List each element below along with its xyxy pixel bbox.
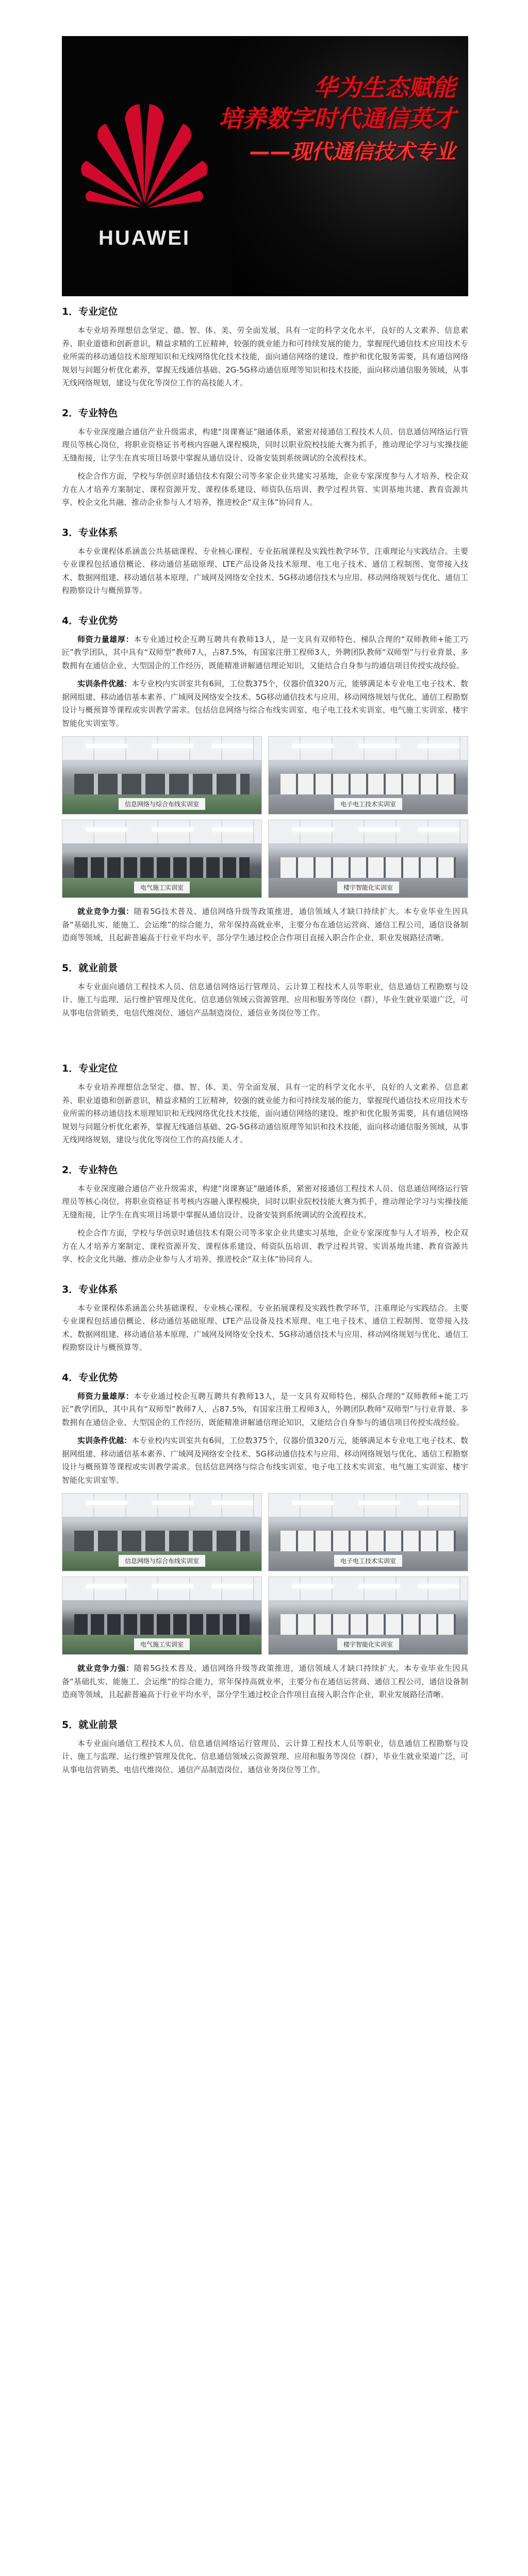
section-paragraph: 校企合作方面，学校与华创京时通信技术有限公司等多家企业共建实习基地，企业专家深度参与人才培养，校企双方在人才培养方案制定、课程资源开发、课程体系建设、师资队伍培训、教学过程共管、实训基地共建、教育资源共享、校企文化共融、推动企业参与人才培养，推进校企“双主体”协同育人。 bbox=[62, 1228, 468, 1264]
section-paragraph: 本专业深度融合通信产业升级需求，构建“岗课赛证”融通体系，紧密对接通信工程技术人员、信息通信网络运行管理员等核心岗位，将职业资格证书考核内容融入课程模块，同时以职业院校技能大赛为抓手，推动理论学习与实操技能无缝衔接，让学生在真实项目场景中掌握从通信设计、设备安装到系统调试的全流程技术。 bbox=[62, 427, 468, 463]
photo-ceiling bbox=[62, 737, 261, 760]
section-heading: 5．就业前景 bbox=[62, 1719, 118, 1731]
photo-caption: 电子电工技术实训室 bbox=[334, 798, 402, 810]
photo-lamp bbox=[212, 1584, 253, 1588]
lab-photo bbox=[268, 1577, 468, 1655]
photo-lamp bbox=[86, 827, 127, 832]
photo-lamp bbox=[418, 827, 459, 832]
employment-paragraph-text: 随着5G技术普及、通信网络升级等政策推进，通信领域人才缺口持续扩大。本专业毕业生因具备“基础扎实、能施工、会运维”的综合能力，常年保持高就业率，主要分布在通信运营商、通信工程公司，通信设备制造商等领域，且起薪普遍高于行业平均水平，部分学生通过校企合作项目直接入职合作企业，职业发展路径清晰。 bbox=[62, 1664, 468, 1699]
huawei-logo bbox=[67, 98, 222, 263]
huawei-flower-icon bbox=[77, 98, 211, 222]
photo-workbenches bbox=[74, 1531, 250, 1551]
section-heading: 1．专业定位 bbox=[62, 1063, 118, 1074]
photo-lamp bbox=[86, 744, 127, 748]
faculty-paragraph-lead: 师资力量雄厚： bbox=[77, 634, 134, 644]
photo-lamp bbox=[212, 827, 253, 832]
section-paragraph: 本专业深度融合通信产业升级需求，构建“岗课赛证”融通体系，紧密对接通信工程技术人员、信息通信网络运行管理员等核心岗位，将职业资格证书考核内容融入课程模块，同时以职业院校技能大赛为抓手，推动理论学习与实操技能无缝衔接，让学生在真实项目场景中掌握从通信设计、设备安装到系统调试的全流程技术。 bbox=[62, 1183, 468, 1219]
section-positioning bbox=[62, 1061, 468, 1147]
section-paragraph: 本专业课程体系涵盖公共基础课程、专业核心课程、专业拓展课程及实践性教学环节，注重理论与实践结合。主要专业课程包括通信概论、移动通信基础原理、LTE产品设备及技术原理、电工电子技术、通信工程制图、宽带接入技术、数据网组建、移动通信基本原理、广域网及网络安全技术、5G移动通信技术与应用、移动网络规划与优化、通信工程勘察设计与概预算等。 bbox=[62, 546, 468, 595]
article-content bbox=[62, 304, 468, 1792]
banner-title-line3: ——现代通信技术专业 bbox=[250, 140, 456, 164]
lab-photo bbox=[62, 820, 262, 898]
photo-lamp bbox=[292, 827, 334, 832]
lab-photo bbox=[268, 1493, 468, 1571]
photo-ceiling bbox=[62, 1494, 261, 1517]
lab-photo bbox=[62, 1493, 262, 1571]
section-heading: 4．专业优势 bbox=[62, 1371, 118, 1383]
photo-lamp bbox=[152, 1501, 193, 1505]
photo-caption: 信息网络与综合布线实训室 bbox=[119, 798, 205, 810]
photo-lamp bbox=[418, 1501, 459, 1505]
photo-ceiling bbox=[62, 1577, 261, 1600]
section-advantages bbox=[62, 1370, 468, 1702]
faculty-paragraph bbox=[62, 633, 468, 673]
section-paragraph: 本专业培养理想信念坚定、德、智、体、美、劳全面发展，具有一定的科学文化水平，良好的人文素养、信息素养、职业道德和创新意识，精益求精的工匠精神，较强的就业能力和可持续发展的能力，掌握现代通信技术应用技术专业所需的移动通信技术原理知识和无线网络优化技术技能，面向通信网络的建设、维护和优化服务需要，具有通信网络规划与问题分析优化素养，掌握无线通信基础、2G-5G移动通信原理等知识和技术技能，面向移动通信服务领域，从事无线网络规划，建设与优化等岗位工作的高技能人才。 bbox=[62, 1082, 468, 1144]
section-advantages bbox=[62, 613, 468, 945]
lab-photo bbox=[62, 1577, 262, 1655]
section-heading: 5．就业前景 bbox=[62, 962, 118, 974]
photo-workbenches bbox=[280, 774, 456, 794]
facilities-paragraph-text: 本专业校内实训室共有6间，工位数375个，仪器价值320万元，能够满足本专业电工电子技术、数据网组建、移动通信基本素养、广域网及网络安全技术、5G移动通信技术与应用、移动网络规划与优化、通信工程勘察设计与概预算等课程或实训教学需求。包括信息网络与综合布线实训室、电子电工技术实训室、电气施工实训室、楼宇智能化实训室等。 bbox=[62, 679, 468, 728]
photo-ceiling bbox=[269, 1494, 468, 1517]
section-system bbox=[62, 525, 468, 598]
employment-paragraph bbox=[62, 905, 468, 945]
banner-title-line2: 培养数字时代通信英才 bbox=[219, 105, 456, 132]
photo-workbenches bbox=[280, 857, 456, 878]
employment-paragraph-lead: 就业竞争力强： bbox=[77, 1664, 134, 1673]
photo-workbenches bbox=[280, 1531, 456, 1551]
section-heading: 2．专业特色 bbox=[62, 407, 118, 419]
photo-lamp bbox=[152, 827, 193, 832]
banner-title-line1: 华为生态赋能 bbox=[314, 74, 456, 101]
section-system bbox=[62, 1282, 468, 1354]
photo-caption: 电气施工实训室 bbox=[134, 1638, 190, 1650]
section-paragraph: 本专业培养理想信念坚定、德、智、体、美、劳全面发展，具有一定的科学文化水平，良好的人文素养、信息素养、职业道德和创新意识，精益求精的工匠精神，较强的就业能力和可持续发展的能力，掌握现代通信技术应用技术专业所需的移动通信技术原理知识和无线网络优化技术技能，面向通信网络的建设、维护和优化服务需要，具有通信网络规划与问题分析优化素养，掌握无线通信基础、2G-5G移动通信原理等知识和技术技能，面向移动通信服务领域，从事无线网络规划，建设与优化等岗位工作的高技能人才。 bbox=[62, 326, 468, 387]
section-paragraph: 本专业面向通信工程技术人员、信息通信网络运行管理员、云计算工程技术人员等职业，信息通信工程勘察与设计、施工与监理、运行维护管理及优化、信息通信领域云资源管理、应用和服务等岗位（群），毕业生就业渠道广泛，可从事电信营销类、电信代维岗位、通信产品制造岗位、通信业务岗位等工作。 bbox=[62, 1738, 468, 1774]
photo-caption: 信息网络与综合布线实训室 bbox=[119, 1555, 205, 1567]
section-heading: 3．专业体系 bbox=[62, 527, 118, 538]
banner bbox=[62, 36, 468, 296]
faculty-paragraph-text: 本专业通过校企互聘互聘共有教师13人，是一支具有双师特色、梯队合理的“双师教师+能工巧匠”教学团队，其中具有“双师型”教师7人，占87.5%，有国家注册工程师3人，外聘团队教师“双师型”与行业背景、多数拥有在通信企业、大型国企的工作经历，既能精准讲解通信理论知识，又能结合自身参与的通信项目传授实战经验。 bbox=[62, 634, 468, 670]
section-paragraph: 本专业面向通信工程技术人员、信息通信网络运行管理员、云计算工程技术人员等职业，信息通信工程勘察与设计、施工与监理、运行维护管理及优化、信息通信领域云资源管理、应用和服务等岗位（群），毕业生就业渠道广泛，可从事电信营销类、电信代维岗位、通信产品制造岗位、通信业务岗位等工作。 bbox=[62, 981, 468, 1018]
photo-lamp bbox=[292, 1584, 334, 1588]
employment-paragraph-text: 随着5G技术普及、通信网络升级等政策推进，通信领域人才缺口持续扩大。本专业毕业生因具备“基础扎实、能施工、会运维”的综合能力，常年保持高就业率，主要分布在通信运营商、通信工程公司，通信设备制造商等领域，且起薪普遍高于行业平均水平，部分学生通过校企合作项目直接入职合作企业，职业发展路径清晰。 bbox=[62, 907, 468, 942]
lab-photo bbox=[62, 736, 262, 815]
lab-photo bbox=[268, 736, 468, 815]
photo-lamp bbox=[418, 1584, 459, 1588]
photo-lamp bbox=[152, 744, 193, 748]
faculty-paragraph-lead: 师资力量雄厚： bbox=[77, 1391, 134, 1401]
lab-photo-grid bbox=[62, 736, 468, 898]
banner-title bbox=[219, 72, 456, 170]
section-features bbox=[62, 405, 468, 510]
facilities-paragraph-lead: 实训条件优越： bbox=[77, 1436, 132, 1445]
photo-lamp bbox=[212, 1501, 253, 1505]
section-heading: 3．专业体系 bbox=[62, 1283, 118, 1295]
photo-lamp bbox=[292, 1501, 334, 1505]
section-heading: 4．专业优势 bbox=[62, 615, 118, 626]
employment-paragraph bbox=[62, 1662, 468, 1702]
photo-lamp bbox=[212, 744, 253, 748]
photo-lamp bbox=[86, 1501, 127, 1505]
faculty-paragraph-text: 本专业通过校企互聘互聘共有教师13人，是一支具有双师特色、梯队合理的“双师教师+能工巧匠”教学团队，其中具有“双师型”教师7人，占87.5%，有国家注册工程师3人，外聘团队教师“双师型”与行业背景、多数拥有在通信企业、大型国企的工作经历，既能精准讲解通信理论知识，又能结合自身参与的通信项目传授实战经验。 bbox=[62, 1391, 468, 1427]
photo-lamp bbox=[292, 744, 334, 748]
photo-workbenches bbox=[74, 857, 250, 878]
section-positioning bbox=[62, 304, 468, 390]
section-prospects bbox=[62, 960, 468, 1020]
lab-photo-grid bbox=[62, 1493, 468, 1655]
article-copy-1 bbox=[62, 304, 468, 1020]
article-copy-2 bbox=[62, 1061, 468, 1776]
photo-lamp bbox=[358, 1501, 400, 1505]
photo-ceiling bbox=[269, 737, 468, 760]
photo-caption: 楼宇智能化实训室 bbox=[337, 1638, 399, 1650]
photo-ceiling bbox=[269, 820, 468, 843]
employment-paragraph-lead: 就业竞争力强： bbox=[77, 907, 134, 916]
photo-caption: 电气施工实训室 bbox=[134, 882, 190, 893]
photo-lamp bbox=[418, 744, 459, 748]
section-paragraph: 本专业课程体系涵盖公共基础课程、专业核心课程、专业拓展课程及实践性教学环节，注重理论与实践结合。主要专业课程包括通信概论、移动通信基础原理、LTE产品设备及技术原理、电工电子技术、通信工程制图、宽带接入技术、数据网组建、移动通信基本原理、广域网及网络安全技术、5G移动通信技术与应用、移动网络规划与优化、通信工程勘察设计与概预算等。 bbox=[62, 1303, 468, 1352]
photo-ceiling bbox=[269, 1577, 468, 1600]
photo-workbenches bbox=[280, 1614, 456, 1635]
photo-caption: 楼宇智能化实训室 bbox=[337, 882, 399, 893]
photo-lamp bbox=[358, 1584, 400, 1588]
section-features bbox=[62, 1162, 468, 1266]
faculty-paragraph bbox=[62, 1390, 468, 1430]
photo-ceiling bbox=[62, 820, 261, 843]
section-heading: 2．专业特色 bbox=[62, 1164, 118, 1176]
section-heading: 1．专业定位 bbox=[62, 306, 118, 317]
photo-lamp bbox=[358, 827, 400, 832]
section-paragraph: 校企合作方面，学校与华创京时通信技术有限公司等多家企业共建实习基地，企业专家深度参与人才培养，校企双方在人才培养方案制定、课程资源开发、课程体系建设、师资队伍培训、教学过程共管、实训基地共建、教育资源共享、校企文化共融、推动企业参与人才培养，推进校企“双主体”协同育人。 bbox=[62, 471, 468, 507]
facilities-paragraph bbox=[62, 1434, 468, 1487]
huawei-wordmark: HUAWEI bbox=[98, 227, 190, 249]
facilities-paragraph-lead: 实训条件优越： bbox=[77, 679, 132, 688]
lab-photo bbox=[268, 820, 468, 898]
photo-workbenches bbox=[74, 1614, 250, 1635]
photo-caption: 电子电工技术实训室 bbox=[334, 1555, 402, 1567]
facilities-paragraph bbox=[62, 677, 468, 730]
photo-workbenches bbox=[74, 774, 250, 794]
section-prospects bbox=[62, 1717, 468, 1777]
photo-lamp bbox=[86, 1584, 127, 1588]
photo-lamp bbox=[152, 1584, 193, 1588]
photo-lamp bbox=[358, 744, 400, 748]
facilities-paragraph-text: 本专业校内实训室共有6间，工位数375个，仪器价值320万元，能够满足本专业电工电子技术、数据网组建、移动通信基本素养、广域网及网络安全技术、5G移动通信技术与应用、移动网络规划与优化、通信工程勘察设计与概预算等课程或实训教学需求。包括信息网络与综合布线实训室、电子电工技术实训室、电气施工实训室、楼宇智能化实训室等。 bbox=[62, 1436, 468, 1485]
